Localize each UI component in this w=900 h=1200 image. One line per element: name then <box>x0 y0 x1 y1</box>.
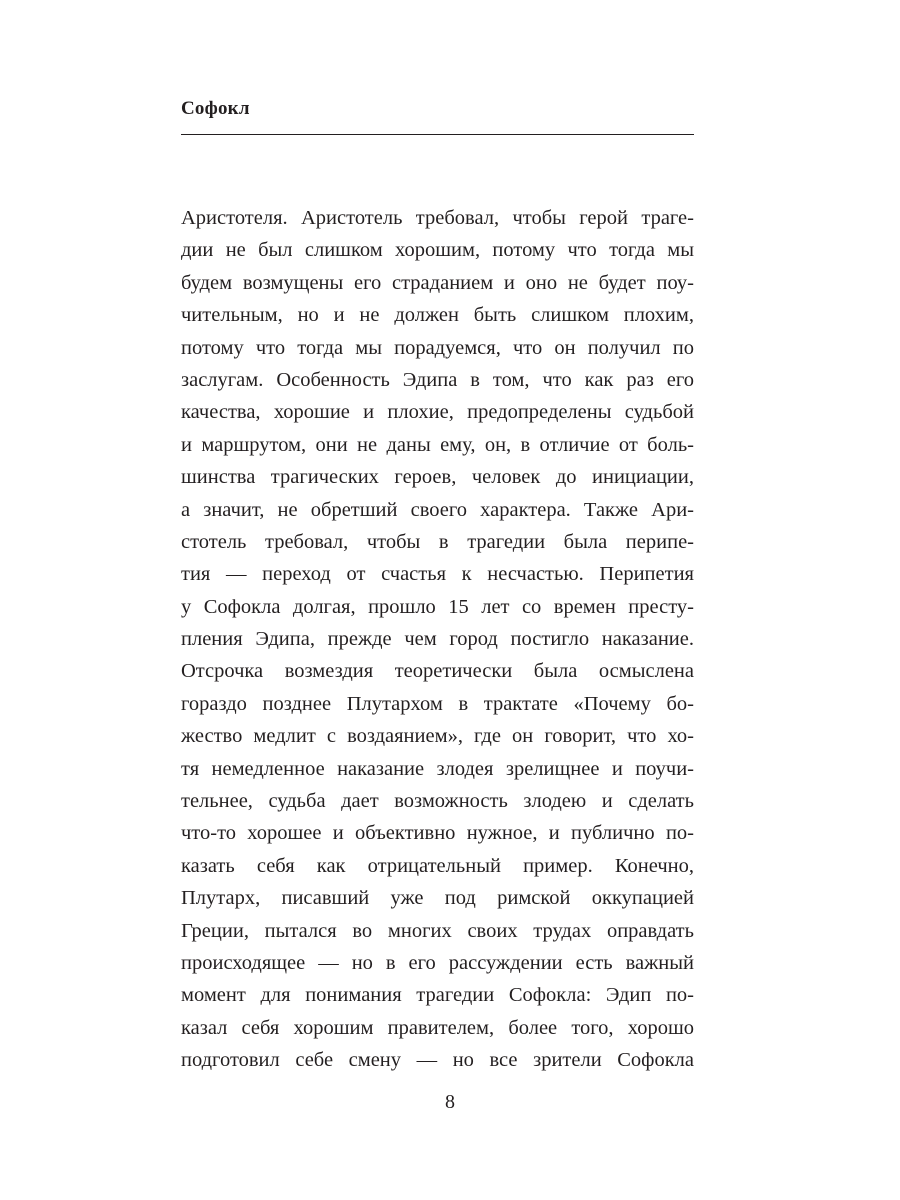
page-number: 8 <box>445 1091 455 1113</box>
text-line: будем возмущены его страданием и оно не будет поу- <box>181 271 694 294</box>
text-line: подготовил себе смену — но все зрители Софокла <box>181 1049 694 1072</box>
text-line: пления Эдипа, прежде чем город постигло наказание. <box>181 628 694 651</box>
text-line: Греции, пытался во многих своих трудах оправдать <box>181 919 694 942</box>
text-line: гораздо позднее Плутархом в трактате «Почему бо- <box>181 692 694 715</box>
text-line: Аристотеля. Аристотель требовал, чтобы герой траге- <box>181 207 694 229</box>
text-line: что-то хорошее и объективно нужное, и публично по- <box>181 822 694 845</box>
text-line: а значит, не обретший своего характера. Также Ари- <box>181 498 694 521</box>
text-line: казал себя хорошим правителем, более того, хорошо <box>181 1016 694 1039</box>
running-head: Софокл <box>181 98 250 119</box>
text-line: момент для понимания трагедии Софокла: Эдип по- <box>181 984 694 1007</box>
text-line: казать себя как отрицательный пример. Конечно, <box>181 854 694 877</box>
text-line: и маршрутом, они не даны ему, он, в отличие от боль- <box>181 433 694 456</box>
text-line: у Софокла долгая, прошло 15 лет со времен престу- <box>181 595 694 618</box>
text-line: заслугам. Особенность Эдипа в том, что как раз его <box>181 368 694 391</box>
text-line: Отсрочка возмездия теоретически была осмыслена <box>181 660 694 683</box>
header-divider <box>181 134 694 135</box>
text-line: жество медлит с воздаянием», где он говорит, что хо- <box>181 725 694 748</box>
text-line: происходящее — но в его рассуждении есть важный <box>181 951 694 974</box>
text-line: чительным, но и не должен быть слишком плохим, <box>181 304 694 327</box>
text-line: стотель требовал, чтобы в трагедии была перипе- <box>181 530 694 553</box>
text-line: тия — переход от счастья к несчастью. Перипетия <box>181 563 694 586</box>
text-line: тельнее, судьба дает возможность злодею и сделать <box>181 790 694 813</box>
body-text <box>181 202 694 1077</box>
text-line: потому что тогда мы порадуемся, что он получил по <box>181 336 694 359</box>
text-line: тя немедленное наказание злодея зрелищнее и поучи- <box>181 757 694 780</box>
text-line: качества, хорошие и плохие, предопределены судьбой <box>181 401 694 424</box>
text-line: шинства трагических героев, человек до инициации, <box>181 466 694 489</box>
text-line: дии не был слишком хорошим, потому что тогда мы <box>181 239 694 262</box>
text-line: Плутарх, писавший уже под римской оккупацией <box>181 887 694 910</box>
